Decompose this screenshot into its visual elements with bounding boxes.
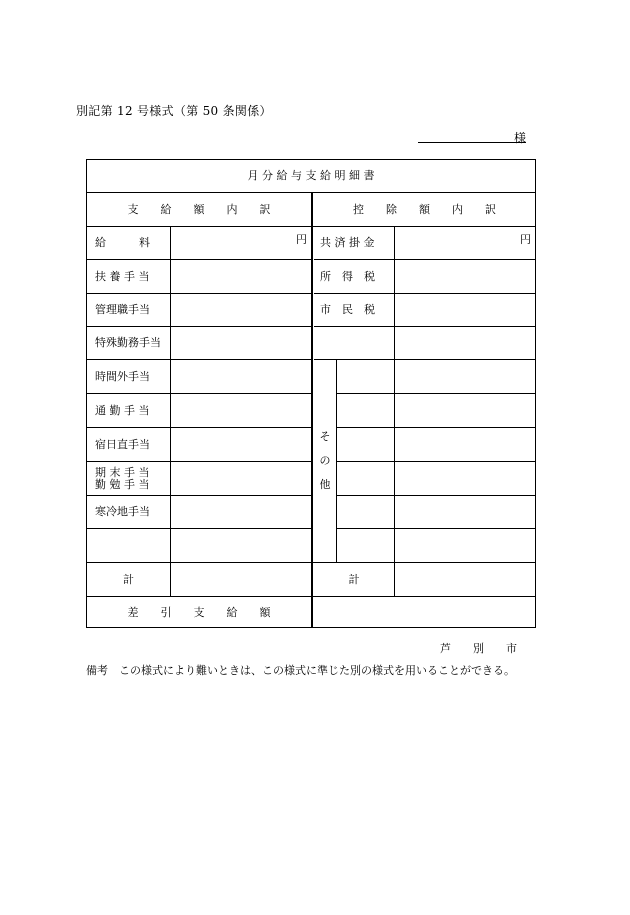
deduction-breakdown-header: 控 除 額 内 訳 — [353, 202, 496, 216]
form-title: 月 分 給 与 支 給 明 細 書 — [247, 169, 375, 182]
label-other: そ の 他 — [319, 430, 331, 491]
label-commute-allowance: 通 勤 手 当 — [95, 403, 150, 417]
label-manager-allowance: 管理職手当 — [95, 303, 150, 316]
label-deduction-total: 計 — [348, 572, 360, 586]
divider — [170, 226, 171, 596]
divider — [336, 393, 535, 394]
payment-breakdown-header: 支 給 額 内 訳 — [127, 202, 271, 216]
addressee-field[interactable] — [418, 129, 526, 143]
label-mutual-aid: 共 済 掛 金 — [320, 236, 375, 249]
label-salary: 給 料 — [95, 236, 150, 249]
label-night-duty-allowance: 宿日直手当 — [95, 437, 150, 451]
label-dependent-allowance: 扶 養 手 当 — [95, 269, 150, 283]
center-double-divider — [311, 192, 313, 628]
label-special-duty-allowance: 特殊勤務手当 — [95, 336, 161, 349]
label-blank-row — [95, 529, 169, 562]
label-resident-tax: 市 民 税 — [320, 303, 375, 316]
divider — [336, 427, 535, 428]
divider — [336, 495, 535, 496]
divider — [336, 528, 535, 529]
label-bonus-allowance: 期 末 手 当 勤 勉 手 当 — [95, 465, 150, 491]
form-number-title: 別記第 12 号様式（第 50 条関係） — [76, 104, 272, 118]
divider — [336, 359, 337, 562]
label-overtime-allowance: 時間外手当 — [95, 369, 150, 383]
label-cold-region-allowance: 寒冷地手当 — [95, 505, 150, 518]
issuer-city: 芦 別 市 — [440, 642, 517, 655]
label-payment-total: 計 — [123, 572, 134, 586]
label-net-pay: 差 引 支 給 額 — [127, 605, 271, 619]
addressee-suffix: 様 — [513, 131, 526, 145]
yen-unit-payment: 円 — [296, 233, 307, 246]
divider — [336, 461, 535, 462]
label-income-tax: 所 得 税 — [320, 269, 375, 283]
divider — [394, 226, 395, 596]
payslip-form — [86, 159, 536, 628]
divider — [314, 326, 535, 327]
yen-unit-deduction: 円 — [520, 233, 531, 246]
remark-note: 備考 この様式により難いときは、この様式に準じた別の様式を用いることができる。 — [86, 664, 515, 677]
divider — [314, 359, 535, 360]
